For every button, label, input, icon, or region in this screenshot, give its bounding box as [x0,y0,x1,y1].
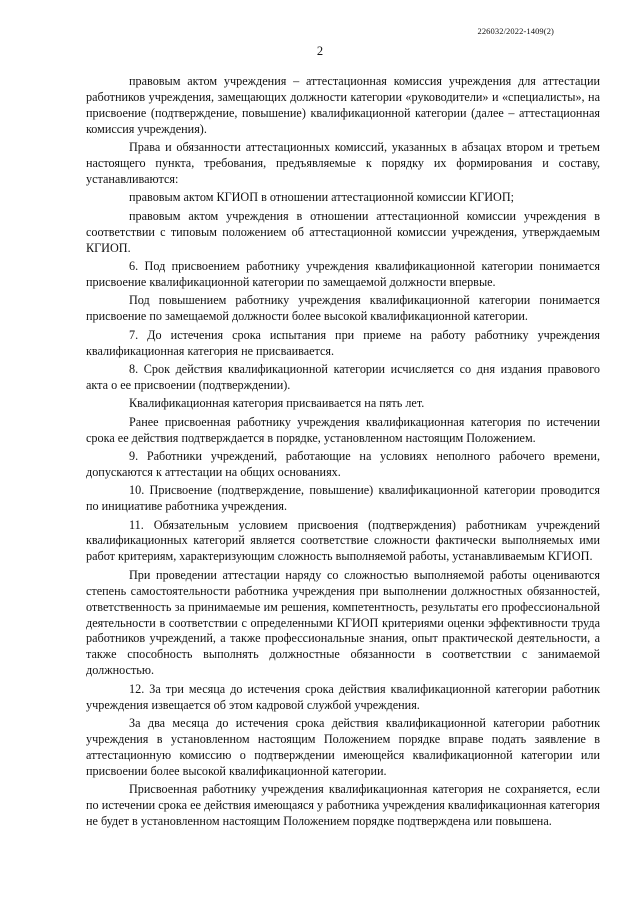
paragraph: 11. Обязательным условием присвоения (подтверждения) работникам учреждений квалификационных категорий является соответствие сложности фактически выполняемых ими работ критериям, характеризующим сложность выполняемой работы, устанавливаемым КГИОП. [86,517,600,564]
document-id: 226032/2022-1409(2) [477,26,554,36]
paragraph: Квалификационная категория присваивается на пять лет. [129,396,425,411]
paragraph: За два месяца до истечения срока действия квалификационной категории работник учреждения в установленном настоящим Положением порядке вправе подать заявление в аттестационную комиссию о подтверждении имеющейся квалификационной категории или присвоении более высокой квалификационной категории. [86,715,600,778]
paragraph: правовым актом КГИОП в отношении аттестационной комиссии КГИОП; [129,190,515,205]
document-body [86,74,600,832]
paragraph: 7. До истечения срока испытания при приеме на работу работнику учреждения квалификационная категория не присваивается. [86,327,600,358]
paragraph: Права и обязанности аттестационных комиссий, указанных в абзацах втором и третьем настоящего пункта, требования, предъявляемые к порядку их формирования и составу, устанавливаются: [86,140,600,186]
paragraph: 10. Присвоение (подтверждение, повышение) квалификационной категории проводится по инициативе работника учреждения. [86,483,600,514]
paragraph: Присвоенная работнику учреждения квалификационная категория не сохраняется, если по истечении срока ее действия имеющаяся у работника учреждения квалификационная категория не будет в установленном настоящим Положением порядке подтверждена или повышена. [86,782,600,828]
page-number: 2 [316,44,324,58]
paragraph: правовым актом учреждения – аттестационная комиссия учреждения для аттестации работников учреждения, замещающих должности категории «руководители» и «специалисты», на присвоение (подтверждение, повышение) квалификационной категории (далее – аттестационная комиссия учреждения). [86,74,600,136]
paragraph: 6. Под присвоением работнику учреждения квалификационной категории понимается присвоение квалификационной категории по замещаемой должности впервые. [86,258,600,289]
paragraph: 8. Срок действия квалификационной категории исчисляется со дня издания правового акта о ее присвоении (подтверждении). [86,361,600,392]
paragraph: Под повышением работнику учреждения квалификационной категории понимается присвоение по замещаемой должности более высокой квалификационной категории. [86,293,600,324]
paragraph: При проведении аттестации наряду со сложностью выполняемой работы оцениваются степень самостоятельности работника учреждения при выполнении должностных обязанностей, ответственность за принимаемые им решения, компетентность, результаты его профессиональной деятельности в соответствии с определенными КГИОП критериями оценки эффективности труда работников учреждений, а также профессиональные знания, опыт практической деятельности, а также способность выполнять должностные обязанности в соответствии с занимаемой должностью. [86,567,600,678]
paragraph: 9. Работники учреждений, работающие на условиях неполного рабочего времени, допускаются к аттестации на общих основаниях. [86,448,600,479]
paragraph: Ранее присвоенная работнику учреждения квалификационная категория по истечении срока ее действия подтверждается в порядке, установленном настоящим Положением. [86,414,600,445]
paragraph: 12. За три месяца до истечения срока действия квалификационной категории работник учреждения извещается об этом кадровой службой учреждения. [86,681,600,712]
paragraph: правовым актом учреждения в отношении аттестационной комиссии учреждения в соответствии с типовым положением об аттестационной комиссии учреждения, утверждаемым КГИОП. [86,208,600,255]
